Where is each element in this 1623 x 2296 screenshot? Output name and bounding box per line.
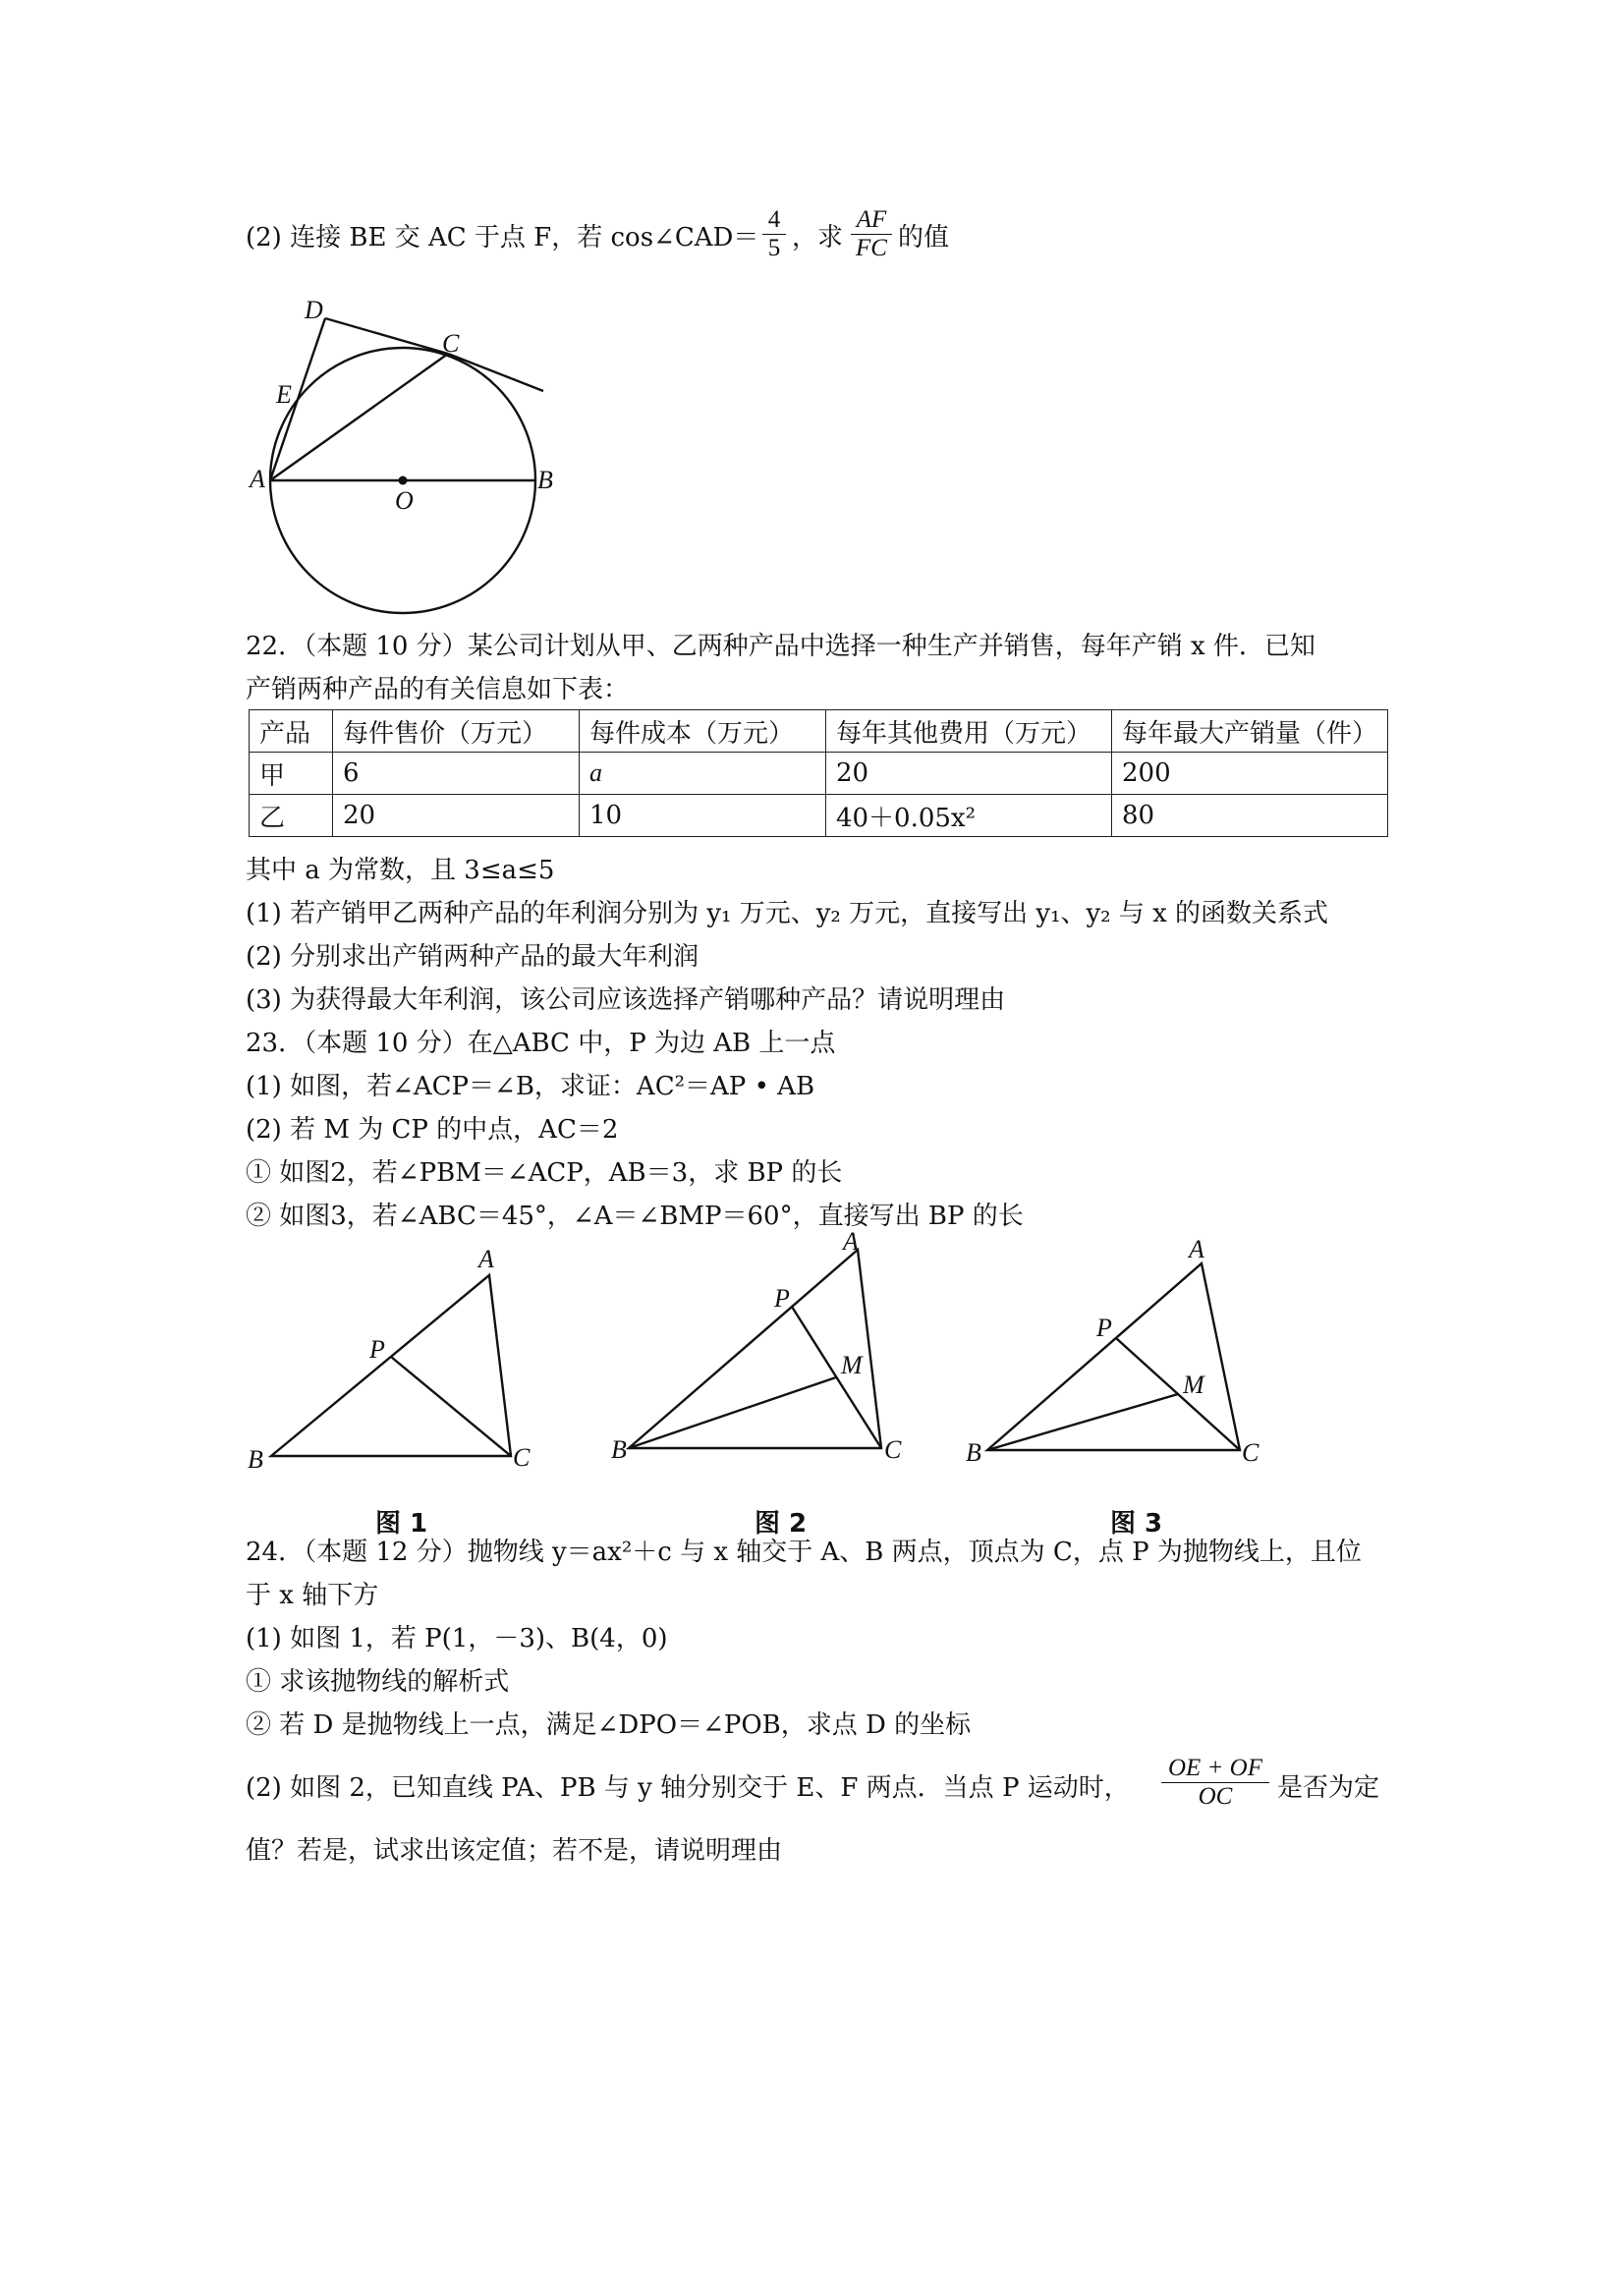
q23-sub1: ① 如图2，若∠PBM＝∠ACP，AB＝3，求 BP 的长: [246, 1158, 843, 1188]
q23-part1: (1) 如图，若∠ACP＝∠B，求证：AC²＝AP • AB: [246, 1072, 815, 1101]
fig2-caption: 图 2: [755, 1509, 808, 1539]
q24-part2-prefix: (2) 如图 2，已知直线 PA、PB 与 y 轴分别交于 E、F 两点．当点 P 运动时，: [246, 1773, 1130, 1803]
q22-part2: (2) 分别求出产销两种产品的最大年利润: [246, 942, 700, 972]
fig3-label-m: M: [1183, 1371, 1204, 1399]
fig3-label-b: B: [966, 1438, 981, 1467]
q22-part3: (3) 为获得最大年利润，该公司应该选择产销哪种产品？请说明理由: [246, 985, 1006, 1015]
fig1-label-a: A: [478, 1245, 494, 1273]
label-d: D: [305, 296, 323, 324]
table-header-cell: 每年其他费用（万元）: [825, 710, 1111, 753]
table-cell: 10: [579, 795, 825, 837]
fig2-label-p: P: [774, 1284, 790, 1313]
segment-bm-fig3: [987, 1394, 1178, 1450]
fig1-label-b: B: [248, 1445, 263, 1474]
oe-of-oc-fraction: [1161, 1755, 1269, 1811]
q24-part1: (1) 如图 1，若 P(1，－3)、B(4，0): [246, 1624, 668, 1653]
q24-part2-suffix: 是否为定: [1277, 1773, 1380, 1803]
product-info-table: [249, 709, 1388, 837]
triangle-fig1: [271, 1275, 511, 1456]
fig3-caption: 图 3: [1110, 1509, 1163, 1539]
table-header-cell: 每件售价（万元）: [332, 710, 579, 753]
table-cell: 200: [1111, 753, 1387, 795]
fc-denominator: FC: [856, 235, 887, 261]
segment-bm-fig2: [629, 1377, 836, 1448]
table-header-row: [250, 710, 1388, 753]
triangle-fig3: [987, 1263, 1240, 1450]
table-cell: 20: [332, 795, 579, 837]
oc-denominator: OC: [1198, 1783, 1233, 1810]
fig2-label-m: M: [841, 1351, 863, 1379]
label-c: C: [442, 329, 460, 358]
fig1-label-p: P: [369, 1335, 385, 1364]
fig2-label-b: B: [611, 1435, 627, 1464]
label-e: E: [276, 380, 292, 409]
fig3-label-a: A: [1189, 1235, 1204, 1263]
q21-part2-suffix: 的值: [898, 223, 950, 252]
q22-line1: 22．（本题 10 分）某公司计划从甲、乙两种产品中选择一种生产并销售，每年产销 x 件．已知: [246, 632, 1315, 661]
table-header-cell: 产品: [250, 710, 333, 753]
table-header-cell: 每件成本（万元）: [579, 710, 825, 753]
af-numerator: AF: [856, 206, 887, 233]
cos-numerator: 4: [767, 206, 781, 233]
table-cell: 40＋0.05x²: [825, 795, 1111, 837]
table-row: [250, 753, 1388, 795]
q23-part2: (2) 若 M 为 CP 的中点，AC＝2: [246, 1115, 619, 1145]
oe-of-numerator: OE + OF: [1167, 1755, 1263, 1781]
fig3-label-c: C: [1242, 1438, 1259, 1467]
label-b: B: [537, 466, 553, 494]
q22-line2: 产销两种产品的有关信息如下表：: [246, 675, 630, 704]
table-header-cell: 每年最大产销量（件）: [1111, 710, 1387, 753]
table-cell: 甲: [250, 753, 333, 795]
table-cell: 80: [1111, 795, 1387, 837]
fig1-caption: 图 1: [375, 1509, 428, 1539]
q24-line1: 24．（本题 12 分）抛物线 y＝ax²＋c 与 x 轴交于 A、B 两点，顶点为 C，点 P 为抛物线上，且位: [246, 1538, 1362, 1567]
q24-sub1: ① 求该抛物线的解析式: [246, 1667, 510, 1697]
table-cell: 20: [825, 753, 1111, 795]
table-cell: 乙: [250, 795, 333, 837]
q23-line1: 23．（本题 10 分）在△ABC 中，P 为边 AB 上一点: [246, 1029, 836, 1058]
fig3-label-p: P: [1096, 1314, 1112, 1342]
table-cell: a: [579, 753, 825, 795]
segment-pc-fig1: [391, 1357, 511, 1456]
fig1-label-c: C: [513, 1443, 531, 1472]
q21-part2-middle: ，求: [792, 223, 844, 252]
label-a: A: [250, 465, 265, 493]
triangle-fig2: [629, 1250, 881, 1448]
chord-ac: [270, 354, 448, 480]
q24-sub2: ② 若 D 是抛物线上一点，满足∠DPO＝∠POB，求点 D 的坐标: [246, 1710, 972, 1740]
cos-denominator: 5: [767, 235, 781, 261]
q24-line2: 于 x 轴下方: [246, 1581, 379, 1610]
q21-part2-prefix: (2) 连接 BE 交 AC 于点 F，若 cos∠CAD＝: [246, 223, 759, 252]
fig2-label-a: A: [843, 1227, 859, 1256]
q24-part2-line2: 值？若是，试求出该定值；若不是，请说明理由: [246, 1836, 783, 1866]
q23-sub2: ② 如图3，若∠ABC＝45°，∠A＝∠BMP＝60°，直接写出 BP 的长: [246, 1202, 1024, 1231]
table-cell: 6: [332, 753, 579, 795]
fig2-label-c: C: [884, 1435, 902, 1464]
label-o: O: [395, 486, 414, 515]
table-row: [250, 795, 1388, 837]
q22-part1: (1) 若产销甲乙两种产品的年利润分别为 y₁ 万元、y₂ 万元，直接写出 y₁、y₂ 与 x 的函数关系式: [246, 899, 1329, 928]
q22-note: 其中 a 为常数，且 3≤a≤5: [246, 856, 555, 885]
center-point: [399, 476, 408, 485]
